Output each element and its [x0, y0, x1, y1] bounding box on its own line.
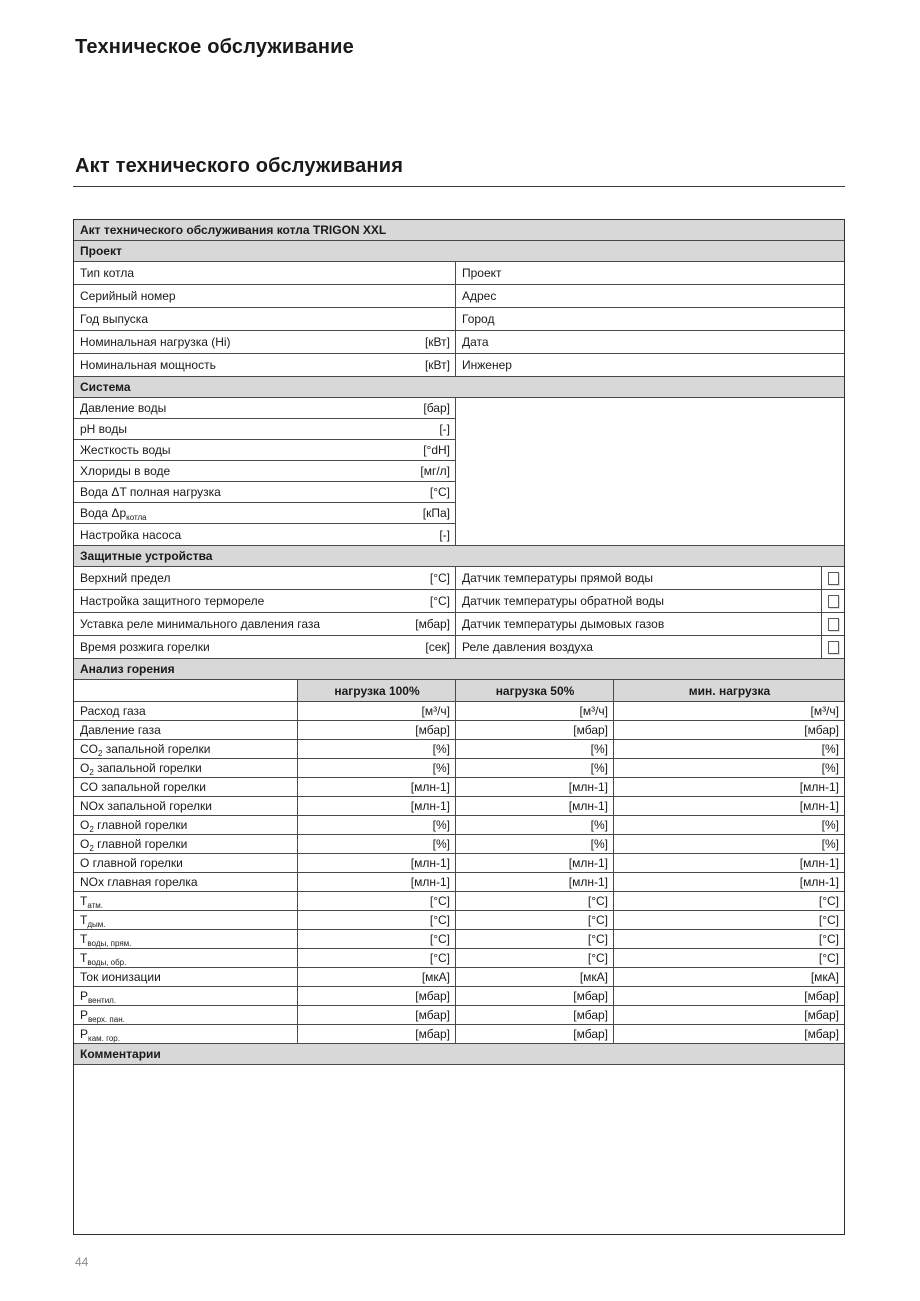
- left-cell: [74, 308, 456, 330]
- row-label: NOx главная горелка: [80, 875, 198, 889]
- unit-value: [мбар]: [804, 989, 839, 1003]
- row-label: Настройка защитного термореле: [80, 594, 265, 608]
- analysis-row-label-cell: [74, 892, 298, 910]
- left-cell: [74, 262, 456, 284]
- row-unit: [сек]: [425, 640, 450, 654]
- analysis-row-label-cell: [74, 854, 298, 872]
- analysis-unit-cell: [614, 778, 844, 796]
- table-row: [74, 873, 844, 892]
- right-label: Проект: [462, 266, 502, 280]
- analysis-unit-cell: [614, 987, 844, 1005]
- unit-value: [°C]: [587, 951, 608, 965]
- checkbox: [828, 641, 839, 654]
- unit-value: [%]: [821, 837, 839, 851]
- label-subscript: верх. пан.: [88, 1015, 125, 1024]
- row-unit: [°C]: [429, 485, 450, 499]
- analysis-unit-cell: [456, 854, 614, 872]
- row-label: Номинальная нагрузка (Hi): [80, 335, 231, 349]
- unit-value: [млн-1]: [799, 799, 839, 813]
- table-row: [74, 503, 455, 524]
- unit-value: [мбар]: [804, 723, 839, 737]
- right-label: Инженер: [462, 358, 512, 372]
- label-text: O: [80, 761, 90, 775]
- unit-value: [°C]: [818, 894, 839, 908]
- label-text: запальной горелки: [93, 761, 202, 775]
- label-subscript: кам. гор.: [88, 1034, 120, 1043]
- row-unit: [°C]: [429, 594, 450, 608]
- unit-value: [°C]: [587, 932, 608, 946]
- left-cell: [74, 567, 456, 589]
- analysis-unit-cell: [614, 721, 844, 739]
- label-subscript: вентил.: [88, 996, 117, 1005]
- right-cell: [456, 285, 844, 307]
- analysis-row-label-cell: [74, 949, 298, 967]
- row-label: Год выпуска: [80, 312, 148, 326]
- label-text: CO: [80, 742, 98, 756]
- analysis-unit-cell: [456, 797, 614, 815]
- page-number: 44: [75, 1255, 89, 1269]
- unit-value: [%]: [432, 742, 450, 756]
- unit-value: [мбар]: [573, 989, 608, 1003]
- analysis-unit-cell: [298, 968, 456, 986]
- unit-value: [м³/ч]: [421, 704, 450, 718]
- section-header: [74, 241, 844, 262]
- analysis-unit-cell: [298, 721, 456, 739]
- unit-value: [°C]: [429, 932, 450, 946]
- analysis-unit-cell: [298, 892, 456, 910]
- analysis-unit-cell: [298, 949, 456, 967]
- analysis-unit-cell: [614, 930, 844, 948]
- analysis-unit-cell: [456, 778, 614, 796]
- table-row: [74, 567, 844, 590]
- left-cell: [74, 590, 456, 612]
- analysis-unit-cell: [456, 892, 614, 910]
- row-label: [80, 1008, 125, 1022]
- row-unit: [°dH]: [423, 443, 450, 457]
- page-title: Акт технического обслуживания: [75, 155, 404, 177]
- table-row: [74, 759, 844, 778]
- analysis-unit-cell: [456, 740, 614, 758]
- label-subscript: 2: [98, 749, 103, 758]
- unit-value: [%]: [590, 818, 608, 832]
- analysis-unit-cell: [298, 778, 456, 796]
- analysis-unit-cell: [298, 911, 456, 929]
- chapter-title: Техническое обслуживание: [75, 36, 354, 58]
- analysis-unit-cell: [614, 740, 844, 758]
- unit-value: [мбар]: [804, 1027, 839, 1041]
- left-cell: [74, 354, 456, 376]
- label-subscript: 2: [89, 768, 94, 777]
- analysis-unit-cell: [298, 854, 456, 872]
- row-label: [80, 1027, 120, 1041]
- row-label: Хлориды в воде: [80, 464, 171, 478]
- label-text: O: [80, 837, 90, 851]
- table-row: [74, 524, 455, 545]
- table-row: [74, 835, 844, 854]
- label-subscript: 2: [89, 844, 94, 853]
- analysis-unit-cell: [298, 759, 456, 777]
- unit-value: [мбар]: [415, 1008, 450, 1022]
- analysis-row-label-cell: [74, 1025, 298, 1043]
- unit-value: [мбар]: [573, 1008, 608, 1022]
- form-title-row: [74, 220, 844, 241]
- section-header: [74, 377, 844, 398]
- section-header: [74, 1044, 844, 1065]
- unit-value: [млн-1]: [799, 856, 839, 870]
- row-unit: [мг/л]: [420, 464, 450, 478]
- unit-value: [млн-1]: [410, 799, 450, 813]
- table-row: [74, 816, 844, 835]
- right-label: Дата: [462, 335, 489, 349]
- analysis-unit-cell: [298, 702, 456, 720]
- section-header: [74, 659, 844, 680]
- table-row: [74, 613, 844, 636]
- right-cell: [456, 262, 844, 284]
- right-cell: [456, 308, 844, 330]
- table-row: [74, 285, 844, 308]
- left-cell: [74, 285, 456, 307]
- unit-value: [%]: [432, 837, 450, 851]
- analysis-column-header: нагрузка 50%: [456, 680, 614, 701]
- row-label: Тип котла: [80, 266, 135, 280]
- table-row: [74, 262, 844, 285]
- table-row: [74, 740, 844, 759]
- analysis-row-label-cell: [74, 759, 298, 777]
- row-label: Время розжига горелки: [80, 640, 210, 654]
- unit-value: [%]: [590, 761, 608, 775]
- checkbox: [828, 618, 839, 631]
- row-unit: [°C]: [429, 571, 450, 585]
- table-row: [74, 398, 455, 419]
- checkbox-cell: [822, 636, 844, 658]
- table-row: [74, 1006, 844, 1025]
- left-cell: [74, 636, 456, 658]
- label-text: запальной горелки: [102, 742, 211, 756]
- unit-value: [млн-1]: [410, 780, 450, 794]
- section-header: [74, 546, 844, 567]
- table-row: [74, 482, 455, 503]
- unit-value: [°C]: [818, 913, 839, 927]
- analysis-unit-cell: [614, 1006, 844, 1024]
- table-row: [74, 419, 455, 440]
- table-row: [74, 308, 844, 331]
- analysis-unit-cell: [614, 1025, 844, 1043]
- unit-value: [°C]: [429, 951, 450, 965]
- row-label: [80, 951, 126, 965]
- table-row: [74, 854, 844, 873]
- label-text: O: [80, 818, 90, 832]
- unit-value: [млн-1]: [799, 875, 839, 889]
- title-underline: [73, 186, 845, 187]
- right-label: Адрес: [462, 289, 497, 303]
- left-cell: [74, 331, 456, 353]
- table-row: [74, 331, 844, 354]
- unit-value: [млн-1]: [410, 856, 450, 870]
- analysis-row-label-cell: [74, 740, 298, 758]
- section-header-label: Защитные устройства: [80, 549, 213, 563]
- row-label: Ток ионизации: [80, 970, 161, 984]
- unit-value: [млн-1]: [799, 780, 839, 794]
- analysis-row-label-cell: [74, 873, 298, 891]
- unit-value: [мкА]: [579, 970, 608, 984]
- row-label: Уставка реле минимального давления газа: [80, 617, 321, 631]
- analysis-row-label-cell: [74, 987, 298, 1005]
- empty-merged-cell: [456, 398, 844, 545]
- analysis-unit-cell: [456, 949, 614, 967]
- analysis-unit-cell: [298, 797, 456, 815]
- analysis-row-label-cell: [74, 721, 298, 739]
- sensor-label: Датчик температуры обратной воды: [462, 594, 664, 608]
- analysis-row-label-cell: [74, 911, 298, 929]
- maintenance-form-table: [73, 219, 845, 1235]
- analysis-unit-cell: [456, 968, 614, 986]
- analysis-row-label-cell: [74, 1006, 298, 1024]
- row-label: Настройка насоса: [80, 527, 182, 542]
- row-label: Вода ΔT полная нагрузка: [80, 485, 221, 499]
- unit-value: [млн-1]: [568, 856, 608, 870]
- unit-value: [мкА]: [810, 970, 839, 984]
- table-row: [74, 1025, 844, 1044]
- analysis-unit-cell: [456, 702, 614, 720]
- analysis-unit-cell: [456, 835, 614, 853]
- analysis-unit-cell: [614, 949, 844, 967]
- analysis-unit-cell: [614, 702, 844, 720]
- row-label: Давление газа: [80, 723, 161, 737]
- unit-value: [млн-1]: [568, 780, 608, 794]
- label-text: P: [80, 1008, 89, 1022]
- system-rows: [74, 398, 844, 546]
- unit-value: [%]: [432, 761, 450, 775]
- table-row: [74, 987, 844, 1006]
- analysis-unit-cell: [298, 930, 456, 948]
- comments-blank-area: [74, 1065, 844, 1234]
- table-row: [74, 636, 844, 659]
- row-label: CO запальной горелки: [80, 780, 206, 794]
- checkbox: [828, 572, 839, 585]
- unit-value: [%]: [432, 818, 450, 832]
- label-subscript: воды, прям.: [87, 939, 132, 948]
- analysis-row-label-cell: [74, 778, 298, 796]
- row-label: Давление воды: [80, 401, 167, 415]
- unit-value: [°C]: [818, 951, 839, 965]
- analysis-unit-cell: [456, 816, 614, 834]
- sensor-label-cell: [456, 590, 822, 612]
- row-label: [80, 742, 210, 756]
- sensor-label-cell: [456, 613, 822, 635]
- row-label: [80, 894, 103, 908]
- label-text: главной горелки: [93, 818, 188, 832]
- form-title: Акт технического обслуживания котла TRIGON XXL: [80, 223, 387, 237]
- system-left-column: [74, 398, 456, 545]
- analysis-unit-cell: [614, 854, 844, 872]
- unit-value: [млн-1]: [568, 799, 608, 813]
- row-label: [80, 989, 116, 1003]
- table-row: [74, 892, 844, 911]
- unit-value: [°C]: [818, 932, 839, 946]
- row-label: Номинальная мощность: [80, 358, 216, 372]
- label-subscript: котла: [126, 513, 147, 522]
- analysis-unit-cell: [614, 892, 844, 910]
- row-label: [80, 837, 187, 851]
- analysis-row-label-cell: [74, 930, 298, 948]
- unit-value: [м³/ч]: [810, 704, 839, 718]
- label-subscript: дым.: [87, 920, 106, 929]
- unit-value: [мбар]: [415, 1027, 450, 1041]
- label-subscript: воды, обр.: [87, 958, 127, 967]
- analysis-row-label-cell: [74, 968, 298, 986]
- label-text: главной горелки: [93, 837, 188, 851]
- analysis-unit-cell: [298, 816, 456, 834]
- label-text: T: [80, 894, 88, 908]
- analysis-unit-cell: [614, 835, 844, 853]
- sensor-label-cell: [456, 636, 822, 658]
- unit-value: [м³/ч]: [579, 704, 608, 718]
- analysis-unit-cell: [298, 873, 456, 891]
- row-label: NOx запальной горелки: [80, 799, 212, 813]
- table-row: [74, 911, 844, 930]
- sensor-label-cell: [456, 567, 822, 589]
- analysis-unit-cell: [456, 987, 614, 1005]
- analysis-unit-cell: [456, 759, 614, 777]
- analysis-unit-cell: [298, 740, 456, 758]
- checkbox-cell: [822, 567, 844, 589]
- row-unit: [кВт]: [424, 358, 450, 372]
- analysis-unit-cell: [298, 1025, 456, 1043]
- row-label: [80, 761, 202, 775]
- table-row: [74, 797, 844, 816]
- table-row: [74, 949, 844, 968]
- analysis-unit-cell: [614, 797, 844, 815]
- unit-value: [мбар]: [573, 723, 608, 737]
- sensor-label: Датчик температуры прямой воды: [462, 571, 654, 585]
- table-row: [74, 778, 844, 797]
- row-label: Жесткость воды: [80, 443, 171, 457]
- checkbox-cell: [822, 613, 844, 635]
- analysis-unit-cell: [456, 911, 614, 929]
- unit-value: [%]: [821, 742, 839, 756]
- unit-value: [°C]: [587, 913, 608, 927]
- row-unit: [бар]: [423, 401, 450, 415]
- unit-value: [мбар]: [573, 1027, 608, 1041]
- right-cell: [456, 331, 844, 353]
- table-row: [74, 354, 844, 377]
- row-unit: [-]: [439, 422, 450, 436]
- section-header-label: Анализ горения: [80, 662, 175, 676]
- row-label: [80, 506, 147, 520]
- analysis-row-label-cell: [74, 702, 298, 720]
- row-label: [80, 818, 187, 832]
- analysis-column-header: нагрузка 100%: [298, 680, 456, 701]
- right-label: Город: [462, 312, 495, 326]
- table-row: [74, 930, 844, 949]
- label-subscript: атм.: [87, 901, 104, 910]
- analysis-column-header: мин. нагрузка: [614, 680, 844, 701]
- analysis-unit-cell: [298, 835, 456, 853]
- checkbox-cell: [822, 590, 844, 612]
- table-row: [74, 461, 455, 482]
- unit-value: [млн-1]: [410, 875, 450, 889]
- row-label: Серийный номер: [80, 289, 176, 303]
- unit-value: [%]: [821, 818, 839, 832]
- label-text: P: [80, 989, 89, 1003]
- analysis-unit-cell: [456, 873, 614, 891]
- unit-value: [°C]: [429, 894, 450, 908]
- analysis-unit-cell: [456, 1006, 614, 1024]
- analysis-row-label-cell: [74, 816, 298, 834]
- unit-value: [°C]: [587, 894, 608, 908]
- analysis-unit-cell: [614, 873, 844, 891]
- row-label: [80, 913, 105, 927]
- label-text: T: [80, 913, 88, 927]
- left-cell: [74, 613, 456, 635]
- label-subscript: 2: [89, 825, 94, 834]
- row-label: pH воды: [80, 422, 127, 436]
- unit-value: [%]: [590, 742, 608, 756]
- section-header-label: Комментарии: [80, 1047, 161, 1061]
- analysis-unit-cell: [298, 1006, 456, 1024]
- row-unit: [-]: [439, 527, 450, 542]
- row-label: [80, 932, 131, 946]
- label-text: Вода Δp: [80, 506, 127, 520]
- analysis-unit-cell: [456, 1025, 614, 1043]
- unit-value: [%]: [590, 837, 608, 851]
- row-unit: [кПа]: [422, 506, 450, 520]
- table-row: [74, 702, 844, 721]
- unit-value: [мбар]: [804, 1008, 839, 1022]
- unit-value: [млн-1]: [568, 875, 608, 889]
- row-label: Верхний предел: [80, 571, 171, 585]
- row-label: О главной горелки: [80, 856, 183, 870]
- row-unit: [кВт]: [424, 335, 450, 349]
- right-cell: [456, 354, 844, 376]
- label-text: T: [80, 951, 88, 965]
- row-label: Расход газа: [80, 704, 146, 718]
- analysis-row-label-cell: [74, 797, 298, 815]
- table-row: [74, 440, 455, 461]
- unit-value: [мбар]: [415, 723, 450, 737]
- table-row: [74, 721, 844, 740]
- analysis-header-row: [74, 680, 844, 702]
- table-row: [74, 968, 844, 987]
- table-row: [74, 590, 844, 613]
- analysis-unit-cell: [456, 721, 614, 739]
- analysis-unit-cell: [298, 987, 456, 1005]
- unit-value: [°C]: [429, 913, 450, 927]
- analysis-unit-cell: [614, 816, 844, 834]
- sensor-label: Реле давления воздуха: [462, 640, 593, 654]
- unit-value: [мкА]: [421, 970, 450, 984]
- row-unit: [мбар]: [415, 617, 450, 631]
- sensor-label: Датчик температуры дымовых газов: [462, 617, 665, 631]
- section-header-label: Система: [80, 380, 131, 394]
- analysis-row-label-cell: [74, 835, 298, 853]
- analysis-unit-cell: [614, 968, 844, 986]
- analysis-header-empty-cell: [74, 680, 298, 701]
- checkbox: [828, 595, 839, 608]
- section-header-label: Проект: [80, 244, 122, 258]
- analysis-unit-cell: [614, 759, 844, 777]
- unit-value: [мбар]: [415, 989, 450, 1003]
- unit-value: [%]: [821, 761, 839, 775]
- label-text: T: [80, 932, 88, 946]
- analysis-unit-cell: [614, 911, 844, 929]
- analysis-unit-cell: [456, 930, 614, 948]
- label-text: P: [80, 1027, 89, 1041]
